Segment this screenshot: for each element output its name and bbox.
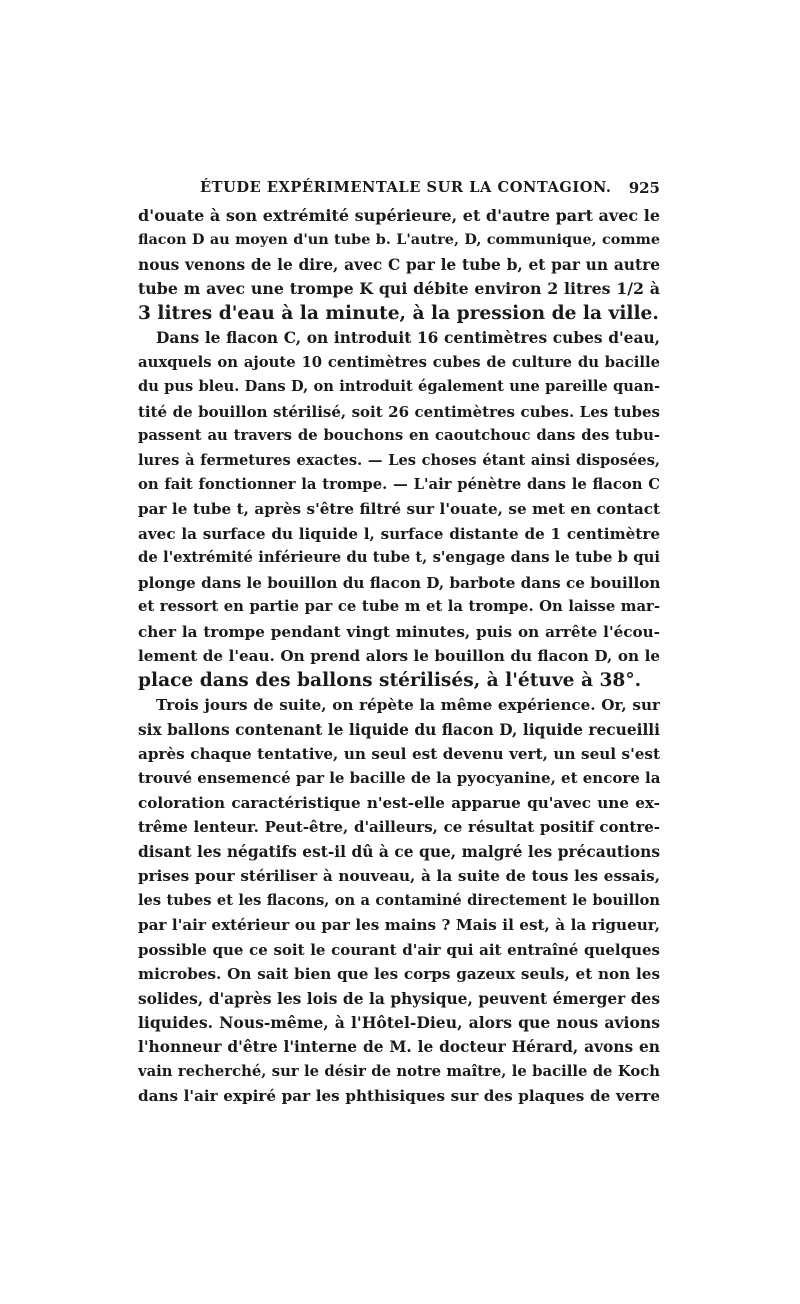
text-line: du pus bleu. Dans D, on introduit également une pareille quan- <box>138 378 660 396</box>
text-line: plonge dans le bouillon du flacon D, barbote dans ce bouillon <box>138 573 660 592</box>
text-line: les tubes et les flacons, on a contaminé directement le bouillon <box>138 891 660 909</box>
text-line: flacon D au moyen d'un tube b. L'autre, D, communique, comme <box>138 231 660 249</box>
text-line: tité de bouillon stérilisé, soit 26 centimètres cubes. Les tubes <box>138 402 660 421</box>
text-line: passent au travers de bouchons en caoutchouc dans des tubu- <box>138 427 660 445</box>
text-line: place dans des ballons stérilisés, à l'étuve à 38°. <box>138 669 642 691</box>
text-line: coloration caractéristique n'est-elle apparue qu'avec une ex- <box>138 793 660 812</box>
text-line: nous venons de le dire, avec C par le tube b, et par un autre <box>138 255 660 274</box>
text-line: après chaque tentative, un seul est devenu vert, un seul s'est <box>138 744 660 763</box>
text-line: six ballons contenant le liquide du flacon D, liquide recueilli <box>138 720 660 739</box>
text-line: de l'extrémité inférieure du tube t, s'engage dans le tube b qui <box>138 549 660 567</box>
text-line: on fait fonctionner la trompe. — L'air pénètre dans le flacon C <box>138 475 660 493</box>
text-line: avec la surface du liquide l, surface distante de 1 centimètre <box>138 524 660 543</box>
text-line: vain recherché, sur le désir de notre maître, le bacille de Koch <box>138 1062 660 1080</box>
text-line: tube m avec une trompe K qui débite environ 2 litres 1/2 à <box>138 279 660 299</box>
text-line: par l'air extérieur ou par les mains ? Mais il est, à la rigueur, <box>138 916 660 935</box>
body-text <box>138 204 660 1109</box>
text-line: l'honneur d'être l'interne de M. le docteur Hérard, avons en <box>138 1038 660 1057</box>
text-line: et ressort en partie par ce tube m et la trompe. On laisse mar- <box>138 598 660 616</box>
text-line: lement de l'eau. On prend alors le bouillon du flacon D, on le <box>138 647 660 666</box>
text-line: trême lenteur. Peut-être, d'ailleurs, ce résultat positif contre- <box>138 818 660 837</box>
text-line: lures à fermetures exactes. — Les choses étant ainsi disposées, <box>138 451 660 469</box>
paragraph-3 <box>138 693 660 1109</box>
page-number: 925 <box>628 179 660 197</box>
text-line: microbes. On sait bien que les corps gazeux seuls, et non les <box>138 965 660 984</box>
text-line: d'ouate à son extrémité supérieure, et d'autre part avec le <box>138 206 660 225</box>
text-line: Dans le flacon C, on introduit 16 centimètres cubes d'eau, <box>156 329 660 348</box>
running-title: ÉTUDE EXPÉRIMENTALE SUR LA CONTAGION. <box>200 179 612 196</box>
running-head <box>138 176 660 200</box>
paragraph-1 <box>138 204 660 326</box>
text-line: Trois jours de suite, on répète la même expérience. Or, sur <box>156 696 660 715</box>
text-line: trouvé ensemencé par le bacille de la pyocyanine, et encore la <box>138 769 660 788</box>
text-line: liquides. Nous-même, à l'Hôtel-Dieu, alors que nous avions <box>138 1012 660 1032</box>
text-line: solides, d'après les lois de la physique, peuvent émerger des <box>138 989 660 1008</box>
text-line: par le tube t, après s'être filtré sur l'ouate, se met en contact <box>138 500 660 519</box>
paragraph-2 <box>138 326 660 693</box>
text-line: dans l'air expiré par les phthisiques sur des plaques de verre <box>138 1087 660 1106</box>
text-line: 3 litres d'eau à la minute, à la pression de la ville. <box>138 302 659 324</box>
text-line: auxquels on ajoute 10 centimètres cubes de culture du bacille <box>138 353 660 371</box>
text-line: possible que ce soit le courant d'air qui ait entraîné quelques <box>138 940 660 959</box>
text-line: disant les négatifs est-il dû à ce que, malgré les précautions <box>138 842 660 861</box>
text-line: cher la trompe pendant vingt minutes, puis on arrête l'écou- <box>138 622 660 641</box>
text-line: prises pour stériliser à nouveau, à la suite de tous les essais, <box>138 867 660 886</box>
